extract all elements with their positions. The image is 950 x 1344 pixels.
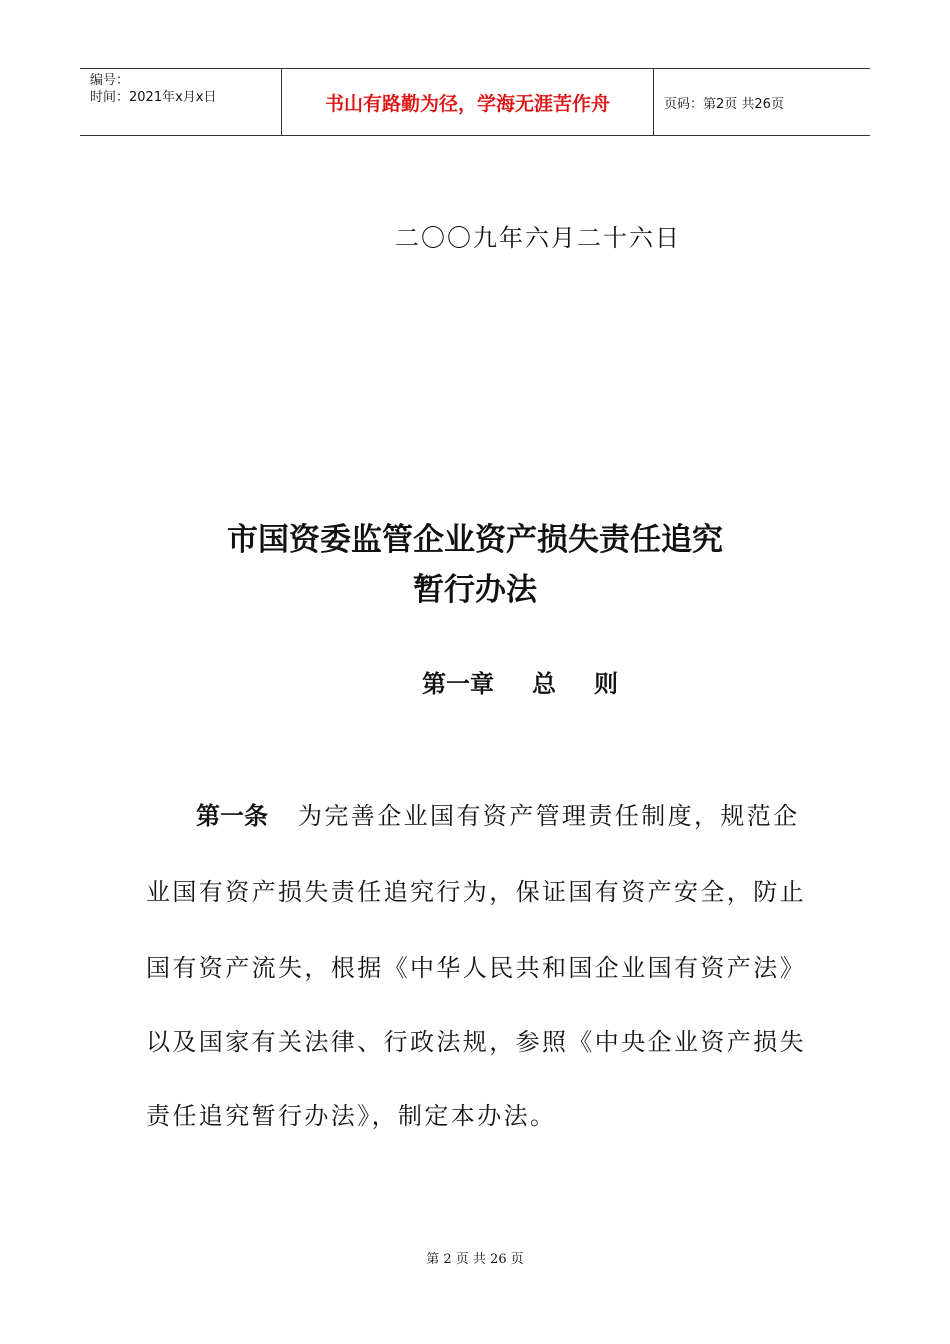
header-meta-cell (80, 69, 282, 135)
article1-text-line5: 责任追究暂行办法》，制定本办法。 (146, 1102, 557, 1130)
article1-text-line3: 国有资产流失，根据《中华人民共和国企业国有资产法》 (146, 954, 806, 982)
document-date: 二〇〇九年六月二十六日 (395, 224, 681, 252)
article1-text-line4: 以及国家有关法律、行政法规，参照《中央企业资产损失 (146, 1028, 806, 1056)
chapter-heading (422, 664, 618, 699)
time-label: 时间：2021年x月x日 (90, 90, 217, 105)
page-header (80, 68, 870, 136)
chapter-name-part2: 则 (594, 670, 618, 698)
number-label: 编号： (90, 73, 130, 88)
article-label: 第一条 (196, 802, 268, 830)
header-page-info: 页码：第2页 共26页 (664, 96, 784, 112)
article1-text-line1: 为完善企业国有资产管理责任制度，规范企 (298, 802, 800, 830)
header-motto: 书山有路勤为径，学海无涯苦作舟 (282, 69, 654, 135)
document-title-line1: 市国资委监管企业资产损失责任追究 (227, 522, 723, 558)
page-footer: 第 2 页 共 26 页 (426, 1252, 524, 1267)
chapter-name-part1: 总 (532, 670, 556, 698)
article1-text-line2: 业国有资产损失责任追究行为，保证国有资产安全，防止 (146, 878, 806, 906)
chapter-number: 第一章 (422, 670, 494, 698)
article1-line1 (196, 796, 876, 831)
document-title-line2: 暂行办法 (413, 572, 537, 608)
